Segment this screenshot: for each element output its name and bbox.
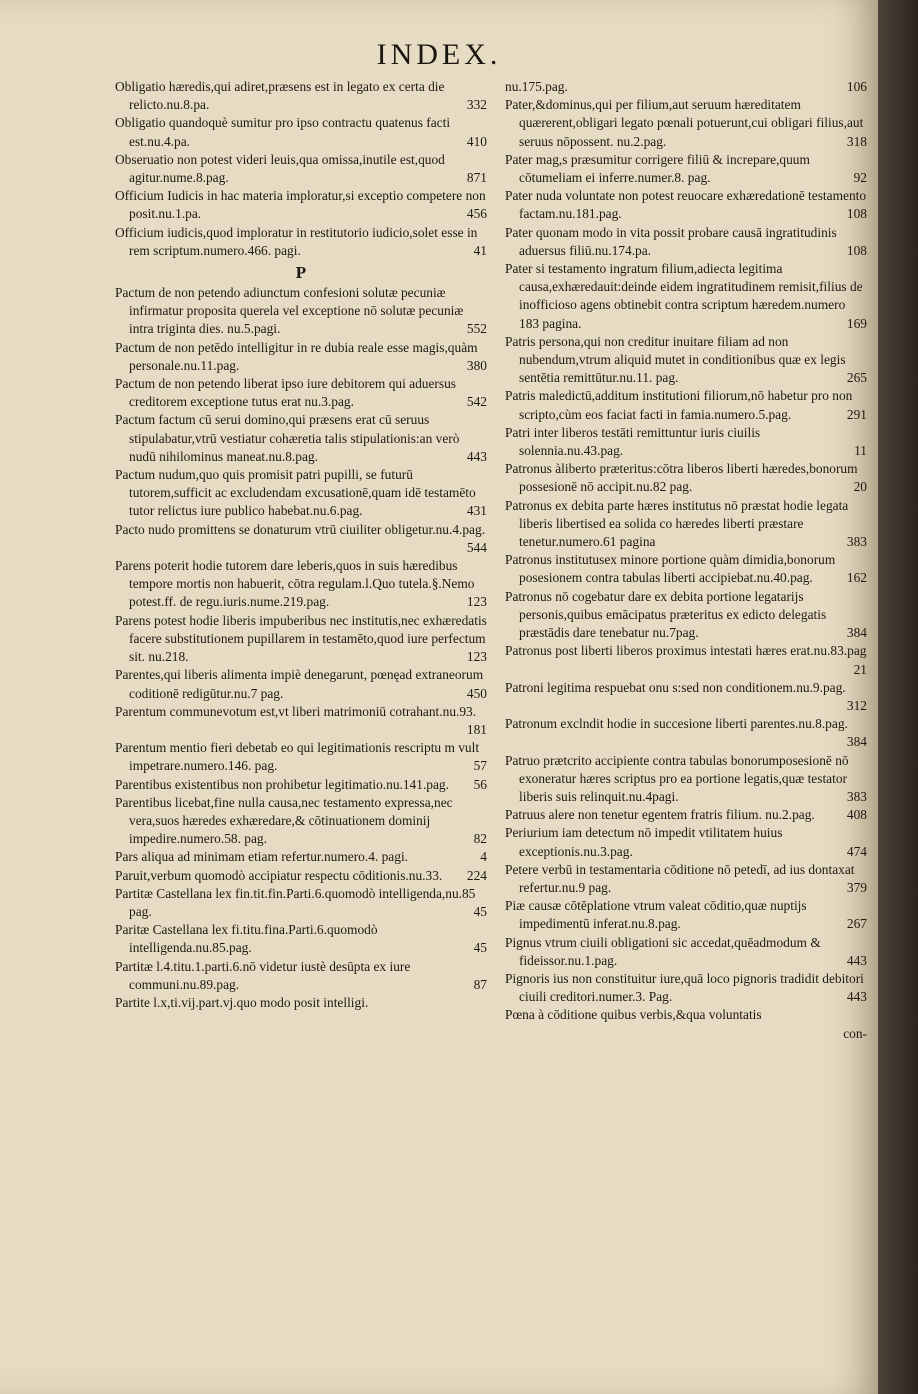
entry-text: Pater mag,s præsumitur corrigere filiū & increpare,quum cōtumeliam ei inferre.numer.8. pag.	[505, 151, 810, 186]
page-number: 332	[466, 97, 487, 113]
page-number: 443	[846, 952, 867, 968]
page-number: 410	[466, 133, 487, 149]
page-number: 11	[854, 443, 867, 459]
entry-text: Partitæ l.4.titu.1.parti.6.nō videtur iustè desūpta ex iure communi.nu.89.pag.	[115, 958, 411, 992]
page-number: 871	[466, 170, 487, 186]
index-entry	[115, 466, 487, 521]
entry-text: Patronus institutusex minore portione quàm dimidia,bonorum posesionem contra tabulas liberti accipiebat.nu.40.pag.	[505, 552, 836, 586]
entry-text: Pactum de non petēdo intelligitur in re dubia reale esse magis,quàm personale.nu.11.pag.	[115, 339, 478, 373]
entry-text: Pactum nudum,quo quis promisit patri pupilli, se futurū tutorem,sufficit ac excludendam excusationē,quam idē testamēto tutor relictus iure publico habebat.nu.6.pag.	[115, 467, 476, 519]
entry-text: Pars aliqua ad minimam etiam refertur.numero.4. pagi.	[115, 849, 409, 865]
index-entry	[115, 867, 487, 885]
page-number: 384	[846, 734, 867, 750]
index-entry	[505, 387, 867, 423]
page-title: INDEX.	[376, 38, 502, 71]
index-entry	[505, 497, 867, 552]
index-entry	[115, 666, 487, 702]
entry-text: Piæ causæ cōtēplatione vtrum valeat cōditio,quæ nuptijs impedimentū inferat.nu.8.pag.	[505, 898, 807, 932]
page-number: 45	[473, 940, 487, 956]
index-entry	[115, 612, 487, 667]
index-entry	[505, 679, 867, 715]
catchword: con-	[843, 1025, 867, 1041]
index-entry	[505, 934, 867, 970]
page-number: 384	[846, 625, 867, 641]
entry-text: Paritæ Castellana lex fi.titu.fina.Parti.6.quomodò intelligenda.nu.85.pag.	[115, 922, 378, 956]
page-number: 379	[846, 879, 867, 895]
index-entry	[505, 588, 867, 643]
page-number: 224	[466, 867, 487, 883]
index-entry	[115, 411, 487, 466]
page-number: 408	[846, 807, 867, 823]
index-entry	[115, 224, 487, 260]
page-number: 474	[846, 843, 867, 859]
index-entry	[505, 861, 867, 897]
page-number: 56	[473, 776, 487, 792]
index-entry	[505, 333, 867, 388]
entry-text: Officium Iudicis in hac materia imploratur,si exceptio competere non posit.nu.1.pa.	[115, 188, 486, 222]
index-entry	[505, 187, 867, 223]
page-number: 169	[846, 315, 867, 331]
page-number: 106	[846, 79, 867, 94]
page-number: 4	[480, 849, 487, 865]
entry-text: Patroni legitima respuebat onu s:sed non conditionem.nu.9.pag.	[505, 679, 846, 695]
book-gutter	[878, 0, 918, 1394]
index-entry	[115, 78, 487, 114]
index-entry	[505, 78, 867, 96]
index-entry	[505, 551, 867, 587]
section-letter: P	[295, 263, 307, 283]
page-number: 291	[846, 406, 867, 422]
page-number: 383	[846, 534, 867, 550]
page-number: 87	[473, 976, 487, 992]
entry-text: Parentibus existentibus non prohibetur legitimatio.nu.141.pag.	[115, 776, 449, 792]
entry-text: Pater nuda voluntate non potest reuocare exhæredationē testamento factam.nu.181.pag.	[505, 188, 867, 222]
entry-text: Paruit,verbum quomodò accipiatur respectu cōditionis.nu.33.	[115, 867, 443, 883]
page-number: 123	[466, 594, 487, 610]
index-entry	[505, 460, 867, 496]
page-number: 21	[853, 661, 867, 677]
index-entry	[505, 224, 867, 260]
index-entry	[505, 897, 867, 933]
page-number: 82	[473, 831, 487, 847]
index-entry	[505, 260, 867, 333]
entry-text: Pacto nudo promittens se donaturum vtrū ciuiliter obligetur.nu.4.pag.	[115, 521, 486, 537]
entry-text: Patronus post liberti liberos proximus intestati hæres erat.nu.83.pag	[505, 643, 867, 659]
page-number: 443	[466, 448, 487, 464]
index-entry	[115, 339, 487, 375]
entry-text: Pignus vtrum ciuili obligationi sic accedat,quēadmodum & fideissor.nu.1.pag.	[505, 934, 821, 968]
index-entry	[115, 739, 487, 775]
entry-text: Parentibus licebat,fine nulla causa,nec testamento expressa,nec vera,suos hæredes exhæredare,& cōtinuationem dominij impedire.numero.58. pag.	[115, 794, 453, 847]
index-entry	[115, 375, 487, 411]
entry-text: Parentum communevotum est,vt liberi matrimoniū cotrahant.nu.93.	[115, 703, 477, 719]
index-entry	[115, 284, 487, 339]
index-entry	[115, 848, 487, 866]
index-entry	[115, 557, 487, 612]
entry-text: Officium iudicis,quod imploratur in restitutorio iudicio,solet esse in rem scriptum.numero.466. pagi.	[115, 224, 478, 258]
index-entry	[505, 715, 867, 751]
index-entry	[505, 752, 867, 807]
index-entry	[115, 794, 487, 849]
entry-text: Patris maledictū,additum institutioni filiorum,nō habetur pro non scripto,cùm eos faciat facti in famia.numero.5.pag.	[505, 388, 853, 422]
entry-text: Pater quonam modo in vita possit probare causā ingratitudinis aduersus filiū.nu.174.pa.	[505, 224, 837, 258]
page-number: 41	[473, 242, 487, 258]
entry-text: Partite l.x,ti.vij.part.vj.quo modo posit intelligi.	[115, 994, 369, 1010]
entry-text: Parentes,qui liberis alimenta impiè denegarunt, pœnęad extraneorum coditionē redigūtur.nu.7 pag.	[115, 667, 484, 701]
entry-text: Partitæ Castellana lex fin.tit.fin.Parti.6.quomodò intelligenda,nu.85 pag.	[115, 885, 476, 919]
index-entry	[505, 1006, 867, 1024]
entry-text: Patronus ex debita parte hæres institutus nō præstat hodie legata liberis libertised ea solida co hæredes liberti præstare tenetur.numero.61 pagina	[505, 497, 849, 550]
index-entry	[505, 970, 867, 1006]
entry-text: Patruus alere non tenetur egentem fratris filium. nu.2.pag.	[505, 807, 815, 823]
page-number: 450	[466, 685, 487, 701]
page-number: 544	[466, 539, 487, 555]
index-entry	[115, 921, 487, 957]
page-number: 318	[846, 133, 867, 149]
right-column	[505, 78, 867, 1043]
entry-text: Pœna à cōditione quibus verbis,&qua voluntatis	[505, 1007, 762, 1023]
entry-text: Parens poterit hodie tutorem dare leberis,quos in suis hæredibus tempore mortis non habuerit, cōtra regulam.l.Quo tutela.§.Nemo potest.ff. de regu.iuris.nume.219.pag.	[115, 558, 475, 610]
index-entry	[505, 151, 867, 187]
index-entry	[115, 703, 487, 739]
index-entry	[115, 885, 487, 921]
page-number: 108	[846, 206, 867, 222]
page-number: 162	[846, 570, 867, 586]
index-entry	[505, 824, 867, 860]
page-number: 181	[466, 721, 487, 737]
entry-text: Pater si testamento ingratum filium,adiecta legitima causa,exhæredauit:deinde eidem ingratitudinem remisit,filius de inofficioso agens obtinebit contra scriptum hæredem.numero 183 pagina.	[505, 261, 863, 331]
index-entry	[115, 994, 487, 1012]
index-entry	[505, 806, 867, 824]
page-number: 542	[466, 394, 487, 410]
entry-text: Patri inter liberos testāti remittuntur iuris ciuilis solennia.nu.43.pag.	[505, 424, 761, 459]
page-number: 20	[853, 479, 867, 495]
index-entry	[115, 776, 487, 794]
entry-text: Pignoris ius non constituitur iure,quā loco pignoris tradidit debitori ciuili creditori.numer.3. Pag.	[505, 970, 864, 1005]
page-number: 380	[466, 357, 487, 373]
page-number: 92	[853, 170, 867, 186]
index-entry	[115, 114, 487, 150]
index-entry	[505, 424, 867, 460]
entry-text: Parentum mentio fieri debetab eo qui legitimationis rescriptu m vult impetrare.numero.146. pag.	[115, 740, 480, 774]
page-number: 552	[466, 321, 487, 337]
page-number: 267	[846, 916, 867, 932]
entry-text: Patronus nō cogebatur dare ex debita portione legatarijs personis,quibus emācipatus præteritus ex edicto delegatis præstādis dare tenebatur nu.7pag.	[505, 588, 827, 641]
index-entry	[115, 521, 487, 557]
page-number: 443	[846, 989, 867, 1005]
entry-text: Pactum factum cū serui domino,qui præsens erat cū seruus stipulabatur,vtrū vestiatur cohæretia talis stipulationis:an verò nudū nihilominus maneat.nu.8.pag.	[115, 412, 460, 464]
page-number: 57	[473, 758, 487, 774]
index-entry	[505, 96, 867, 151]
index-entry	[505, 642, 867, 678]
page-number: 108	[846, 242, 867, 258]
entry-text: Pactum de non petendo adiunctum confesioni solutæ pecuniæ infirmatur proposita querela vel exceptione nō solutæ pecuniæ intra triginta dies. nu.5.pagi.	[115, 285, 464, 337]
entry-text: Parens potest hodie liberis impuberibus nec institutis,nec exhæredatis facere substitutionem pupillarem in testamēto,quod iure perfectum sit. nu.218.	[115, 612, 487, 665]
entry-text: Obligatio hæredis,qui adiret,præsens est in legato ex certa die relicto.nu.8.pa.	[115, 79, 445, 113]
entry-text: Periurium iam detectum nō impedit vtilitatem huius exceptionis.nu.3.pag.	[505, 825, 783, 859]
entry-text: Patronus àliberto præteritus:cōtra liberos liberti hæredes,bonorum possesionē nō accipit.nu.82 pag.	[505, 461, 858, 495]
page-number: 431	[466, 503, 487, 519]
index-entry	[115, 958, 487, 994]
entry-text: Patronum exclndit hodie in succesione liberti parentes.nu.8.pag.	[505, 716, 848, 732]
index-entry	[115, 187, 487, 223]
entry-text: Pactum de non petendo liberat ipso iure debitorem qui aduersus creditorem exceptione tutus erat nu.3.pag.	[115, 376, 457, 410]
entry-text: Patruo prætcrito accipiente contra tabulas bonorumposesionē nō exoneratur hæres scriptus pro ea portione legatis,quæ testator liberis suis relinquit.nu.4pagi.	[505, 752, 849, 804]
page-number: 312	[846, 697, 867, 713]
entry-text: Obseruatio non potest videri leuis,qua omissa,inutile est,quod agitur.nume.8.pag.	[115, 151, 445, 186]
page-number: 265	[846, 370, 867, 386]
left-column	[115, 78, 487, 1012]
entry-text: Patris persona,qui non creditur inuitare filiam ad non nubendum,vtrum aliquid mutet in conditionibus quæ ex legis sentētia remittūtur.nu.11. pag.	[505, 333, 846, 386]
page-number: 45	[473, 903, 487, 919]
entry-text: Obligatio quandoquè sumitur pro ipso contractu quatenus facti est.nu.4.pa.	[115, 115, 451, 149]
entry-text: Pater,&dominus,qui per filium,aut seruum hæreditatem quærerent,obligari legato pœnali potuerunt,cui obligari filius,aut seruus nōpossent. nu.2.pag.	[505, 97, 864, 149]
page-number: 383	[846, 788, 867, 804]
page-number: 123	[466, 649, 487, 665]
page-number: 456	[466, 206, 487, 222]
index-entry	[115, 151, 487, 187]
entry-text: Petere verbū in testamentaria cōditione nō petedī, ad ius dontaxat refertur.nu.9 pag.	[505, 861, 855, 895]
entry-text: nu.175.pag.	[505, 79, 568, 94]
